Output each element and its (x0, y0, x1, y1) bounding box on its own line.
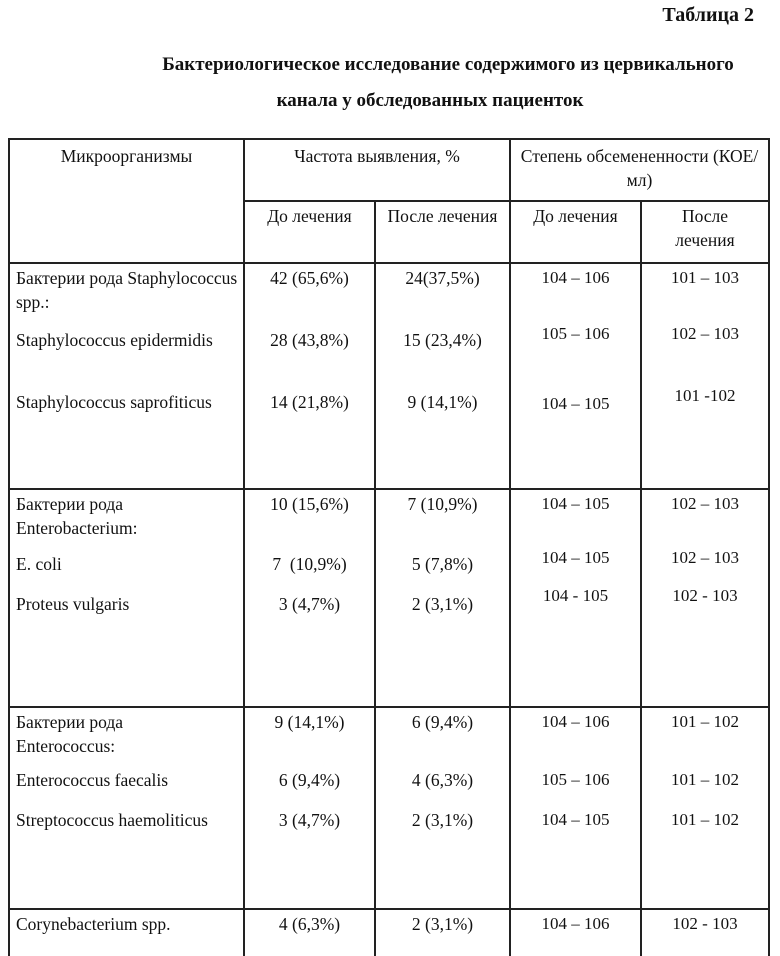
row-name: Streptococcus haemoliticus (16, 810, 208, 830)
table-border-right (768, 138, 770, 956)
header-frequency: Частота выявления, % (294, 146, 460, 166)
cont-after: 102 - 103 (672, 914, 738, 933)
header-contamination: Степень обсемененности (КОЕ/мл) (520, 146, 759, 190)
freq-after: 24(37,5%) (405, 268, 480, 288)
cont-before: 105 – 106 (541, 324, 610, 343)
freq-after: 5 (7,8%) (411, 554, 474, 574)
cont-before: 104 - 105 (542, 586, 609, 605)
header-cont-after: После лечения (675, 206, 735, 250)
row-name: Proteus vulgaris (16, 594, 130, 614)
cont-after: 101 -102 (674, 386, 736, 405)
freq-before: 9 (14,1%) (274, 712, 345, 732)
table-label: Таблица 2 (662, 4, 754, 26)
cont-after: 102 - 103 (672, 586, 738, 605)
freq-after: 9 (14,1%) (407, 392, 478, 412)
cont-after: 101 – 102 (671, 810, 739, 829)
header-freq-after: После лечения (387, 206, 498, 226)
freq-after: 4 (6,3%) (411, 770, 474, 790)
col-divider-2 (374, 200, 376, 956)
freq-after: 6 (9,4%) (411, 712, 474, 732)
cont-before: 104 – 105 (541, 548, 610, 567)
cont-before: 104 – 106 (541, 268, 610, 287)
group-divider-3 (8, 908, 770, 910)
freq-before: 10 (15,6%) (270, 494, 349, 514)
freq-after: 7 (10,9%) (407, 494, 478, 514)
row-name: Staphylococcus saprofiticus (16, 392, 212, 412)
row-name: Enterococcus faecalis (16, 770, 169, 790)
cont-before: 104 – 105 (541, 394, 610, 413)
header-freq-before: До лечения (267, 206, 352, 226)
cont-before: 104 – 106 (541, 914, 610, 933)
freq-after: 2 (3,1%) (411, 810, 474, 830)
freq-before: 28 (43,8%) (270, 330, 349, 350)
row-name: Бактерии рода Staphylococcus spp.: (16, 268, 238, 312)
freq-before: 14 (21,8%) (270, 392, 349, 412)
header-microorganisms: Микроорганизмы (60, 146, 193, 166)
table-title-line1: Бактериологическое исследование содержимого из цервикального (162, 54, 734, 75)
table-title-line2: канала у обследованных пациенток (276, 90, 584, 111)
bacteriology-table (8, 138, 770, 956)
row-name: Бактерии рода Enterobacterium: (16, 494, 138, 538)
cont-after: 101 – 102 (671, 712, 739, 731)
row-name: E. coli (16, 554, 62, 574)
cont-after: 102 – 103 (671, 324, 739, 343)
cont-after: 101 – 102 (671, 770, 739, 789)
freq-before: 7 (10,9%) (272, 554, 347, 574)
freq-after: 2 (3,1%) (411, 914, 474, 934)
row-name: Бактерии рода Enterococcus: (16, 712, 124, 756)
freq-before: 6 (9,4%) (278, 770, 341, 790)
header-cont-before: До лечения (533, 206, 618, 226)
cont-before: 104 – 105 (541, 494, 610, 513)
cont-after: 102 – 103 (671, 494, 739, 513)
group-divider-1 (8, 488, 770, 490)
header-bottom-line (8, 262, 770, 264)
cont-before: 104 – 106 (541, 712, 610, 731)
freq-before: 4 (6,3%) (278, 914, 341, 934)
header-subdivider (243, 200, 770, 202)
freq-before: 3 (4,7%) (278, 594, 341, 614)
cont-after: 101 – 103 (671, 268, 739, 287)
freq-before: 3 (4,7%) (278, 810, 341, 830)
freq-before: 42 (65,6%) (270, 268, 349, 288)
cont-before: 104 – 105 (541, 810, 610, 829)
table-border-top (8, 138, 770, 140)
group-divider-2 (8, 706, 770, 708)
cont-after: 102 – 103 (671, 548, 739, 567)
cont-before: 105 – 106 (541, 770, 610, 789)
col-divider-4 (640, 200, 642, 956)
freq-after: 15 (23,4%) (403, 330, 482, 350)
row-name: Corynebacterium spp. (16, 914, 171, 934)
col-divider-1 (243, 138, 245, 956)
table-border-left (8, 138, 10, 956)
row-name: Staphylococcus epidermidis (16, 330, 213, 350)
freq-after: 2 (3,1%) (411, 594, 474, 614)
